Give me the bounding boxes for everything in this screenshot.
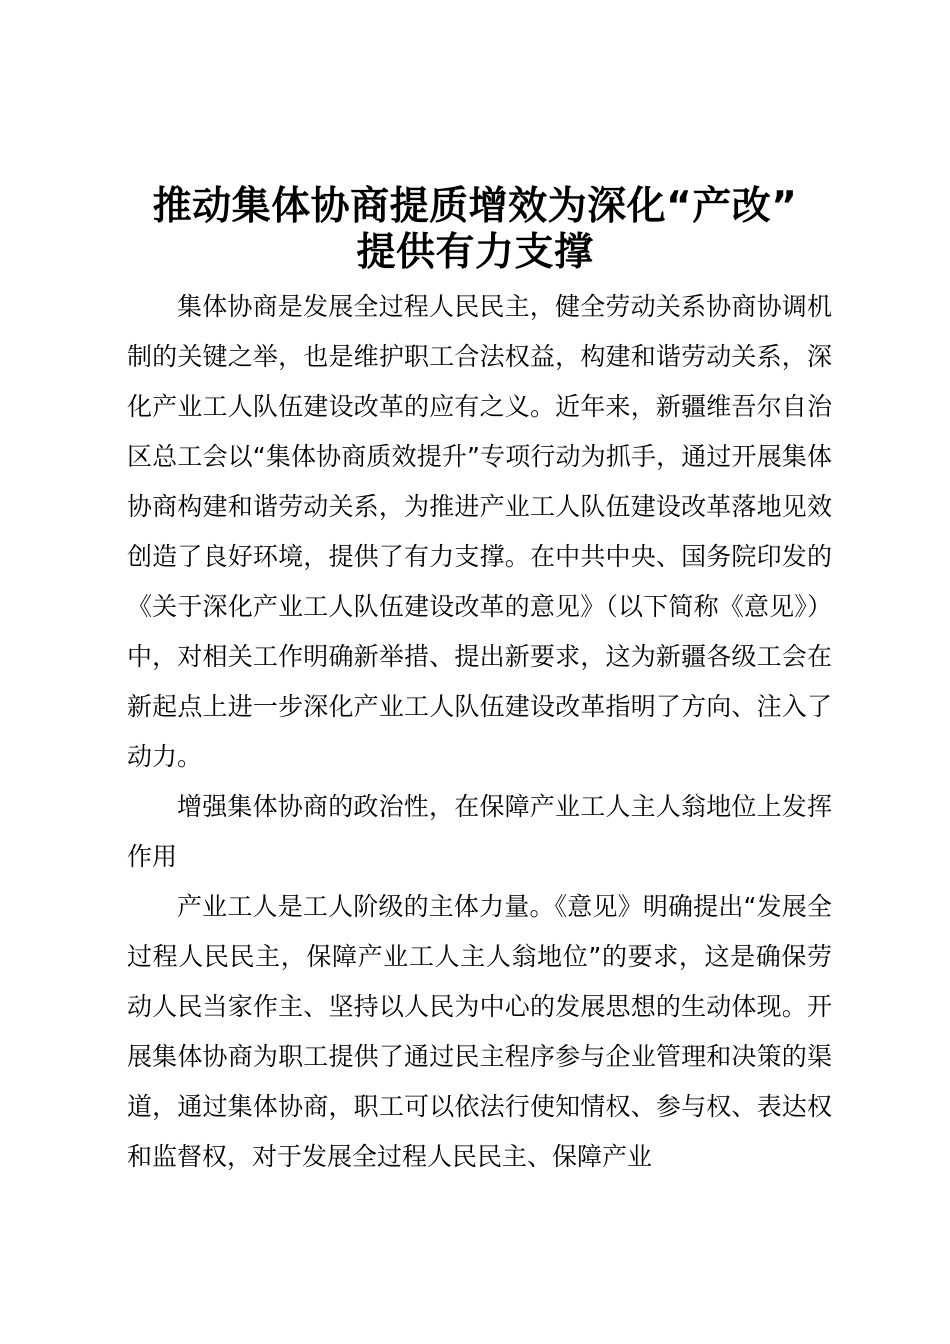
paragraph-section-1: 产业工人是工人阶级的主体力量。《意见》明确提出“发展全过程人民民主，保障产业工人主人翁地位”的要求，这是确保劳动人民当家作主、坚持以人民为中心的发展思想的生动体现。开展集体协商为职工提供了通过民主程序参与企业管理和决策的渠道，通过集体协商，职工可以依法行使知情权、参与权、表达权和监督权，对于发展全过程人民民主、保障产业 xyxy=(127,892,832,1171)
title-line-2: 提供有力支撑 xyxy=(356,230,594,275)
section-heading: 增强集体协商的政治性，在保障产业工人主人翁地位上发挥作用 xyxy=(127,792,832,871)
document-body xyxy=(127,282,832,1182)
document-title xyxy=(110,184,840,276)
title-line-1: 推动集体协商提质增效为深化“产改” xyxy=(152,184,798,229)
paragraph-intro: 集体协商是发展全过程人民民主，健全劳动关系协商协调机制的关键之举，也是维护职工合法权益，构建和谐劳动关系，深化产业工人队伍建设改革的应有之义。近年来，新疆维吾尔自治区总工会以“集体协商质效提升”专项行动为抓手，通过开展集体协商构建和谐劳动关系，为推进产业工人队伍建设改革落地见效创造了良好环境，提供了有力支撑。在中共中央、国务院印发的《关于深化产业工人队伍建设改革的意见》（以下简称《意见》）中，对相关工作明确新举措、提出新要求，这为新疆各级工会在新起点上进一步深化产业工人队伍建设改革指明了方向、注入了动力。 xyxy=(127,292,832,771)
